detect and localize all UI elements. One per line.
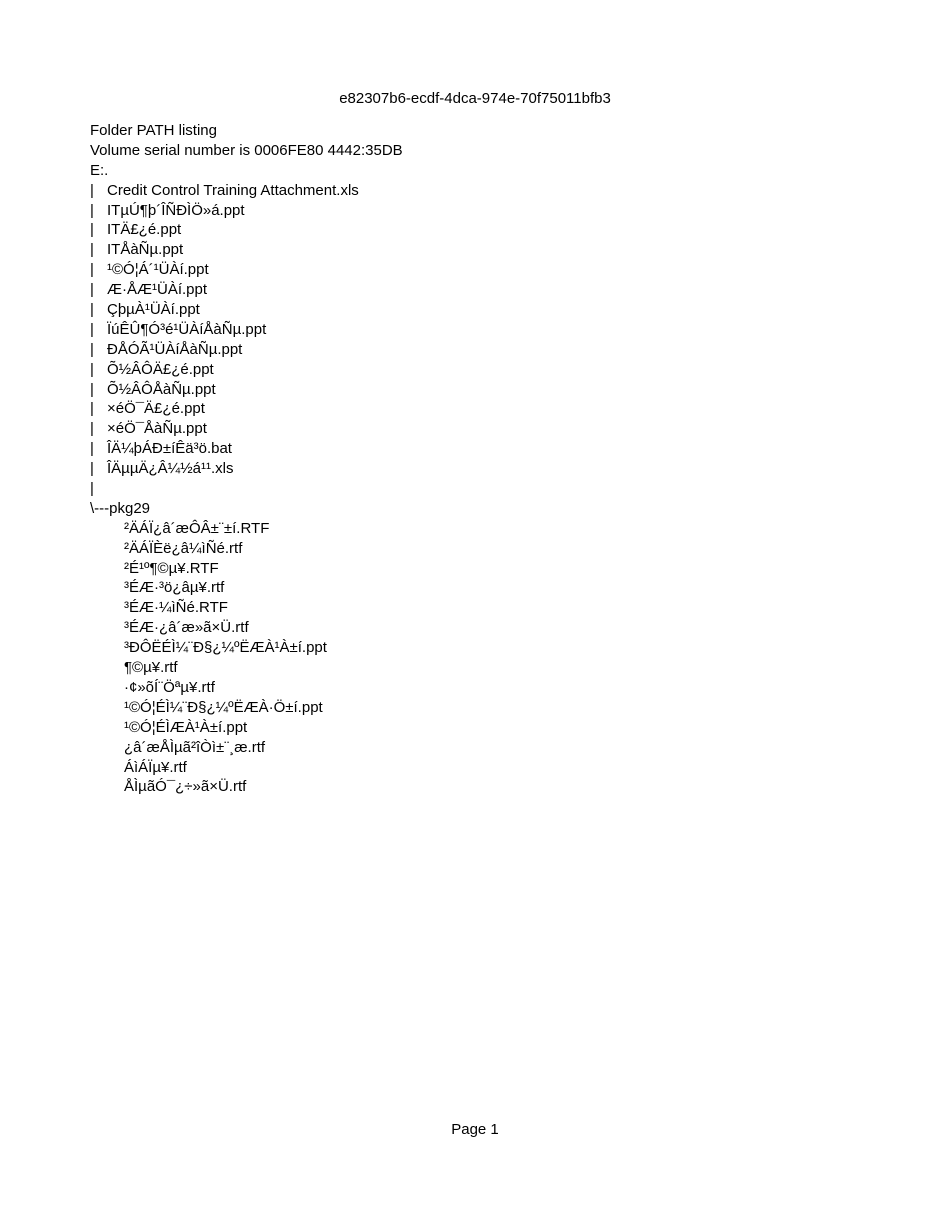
root-file-row xyxy=(90,300,403,320)
tree-pipe: | xyxy=(90,400,94,418)
root-file-name: ITÄ£¿é.ppt xyxy=(107,221,182,239)
subfolder-file-name: ÅÌµãÓ¯¿÷»ã×Ü.rtf xyxy=(124,778,247,796)
root-file-row xyxy=(90,260,403,280)
root-file-name: ¹©Ó¦Á´¹ÜÀí.ppt xyxy=(107,261,209,279)
root-file-row xyxy=(90,201,403,221)
subfolder-file-name: ¹©Ó¦ÉÌÆÀ¹À±í.ppt xyxy=(124,718,248,736)
tree-pipe: | xyxy=(90,181,94,199)
tree-pipe: | xyxy=(90,340,94,358)
subfolder-file-name: ³ÐÔËÉÌ¼¨Ð§¿¼ºËÆÀ¹À±í.ppt xyxy=(124,639,327,657)
tree-pipe: | xyxy=(90,241,94,259)
tree-pipe: | xyxy=(90,360,94,378)
tree-pipe: | xyxy=(90,301,94,319)
root-file-name: ÇþµÀ¹ÜÀí.ppt xyxy=(107,301,200,319)
root-file-row xyxy=(90,240,403,260)
root-file-row xyxy=(90,360,403,380)
subfolder-file-name: ÁìÁÏµ¥.rtf xyxy=(124,758,187,776)
root-file-name: ÐÅÓÃ¹ÜÀíÅàÑµ.ppt xyxy=(107,340,243,358)
root-file-row xyxy=(90,380,403,400)
tree-pipe: | xyxy=(90,380,94,398)
root-file-name: Õ½ÂÔÄ£¿é.ppt xyxy=(107,360,214,378)
root-file-row xyxy=(90,181,403,201)
folder-path-listing xyxy=(90,121,403,797)
listing-heading: Folder PATH listing xyxy=(90,122,217,139)
subfolder-file-name: ¿â´æÅÌµã²îÒì±¨¸æ.rtf xyxy=(124,738,266,756)
page-header-title: e82307b6-ecdf-4dca-974e-70f75011bfb3 xyxy=(339,90,611,107)
root-file-name: ÎÄµµÄ¿Â¼½á¹¹.xls xyxy=(107,460,234,478)
tree-pipe: | xyxy=(90,221,94,239)
subfolder-file-name: ·¢»õÍ¨Öªµ¥.rtf xyxy=(124,678,215,696)
subfolder-file-name: ²ÄÁÏ¿â´æÔÂ±¨±í.RTF xyxy=(124,519,270,537)
subfolder-file-name: ³ÉÆ·³ö¿âµ¥.rtf xyxy=(124,579,225,597)
root-file-name: Credit Control Training Attachment.xls xyxy=(107,181,359,199)
drive-root-line: E:. xyxy=(90,161,109,179)
root-file-row xyxy=(90,419,403,439)
tree-pipe: | xyxy=(90,201,94,219)
subfolder-file-name: ²ÄÁÏÈë¿â¼ìÑé.rtf xyxy=(124,539,243,557)
tree-pipe: | xyxy=(90,281,94,299)
root-file-row xyxy=(90,320,403,340)
tree-pipe: | xyxy=(90,320,94,338)
subfolder-file-name: ²É¹º¶©µ¥.RTF xyxy=(124,559,219,577)
tree-spacer-row xyxy=(90,479,403,499)
root-file-name: Æ·ÅÆ¹ÜÀí.ppt xyxy=(107,281,208,299)
subfolder-line: \---pkg29 xyxy=(90,499,151,517)
root-file-row xyxy=(90,280,403,300)
subfolder-file-name: ¹©Ó¦ÉÌ¼¨Ð§¿¼ºËÆÀ·Ö±í.ppt xyxy=(124,698,323,716)
root-file-row xyxy=(90,399,403,419)
tree-pipe: | xyxy=(90,460,94,478)
root-file-row xyxy=(90,459,403,479)
root-file-row xyxy=(90,340,403,360)
subfolder-file-name: ³ÉÆ·¼ìÑé.RTF xyxy=(124,599,228,617)
tree-pipe: | xyxy=(90,261,94,279)
root-file-row xyxy=(90,439,403,459)
tree-pipe: | xyxy=(90,440,94,458)
root-file-name: ÎÄ¼þÁÐ±íÊä³ö.bat xyxy=(107,440,232,458)
root-file-name: ×éÖ¯ÅàÑµ.ppt xyxy=(107,420,207,438)
page-number: Page 1 xyxy=(451,1121,499,1138)
tree-pipe: | xyxy=(90,480,94,498)
tree-pipe: | xyxy=(90,420,94,438)
root-file-name: ÏúÊÛ¶Ó³é¹ÜÀíÅàÑµ.ppt xyxy=(107,320,267,338)
root-file-name: ITÅàÑµ.ppt xyxy=(107,241,184,259)
root-file-name: ×éÖ¯Ä£¿é.ppt xyxy=(107,400,205,418)
subfolder-file-name: ³ÉÆ·¿â´æ»ã×Ü.rtf xyxy=(124,619,249,637)
volume-serial-line: Volume serial number is 0006FE80 4442:35DB xyxy=(90,141,403,159)
subfolder-file-name: ¶©µ¥.rtf xyxy=(124,659,178,677)
root-file-name: ITµÚ¶þ´ÎÑÐÌÖ»á.ppt xyxy=(107,201,245,219)
root-file-name: Õ½ÂÔÅàÑµ.ppt xyxy=(107,380,216,398)
root-file-row xyxy=(90,220,403,240)
